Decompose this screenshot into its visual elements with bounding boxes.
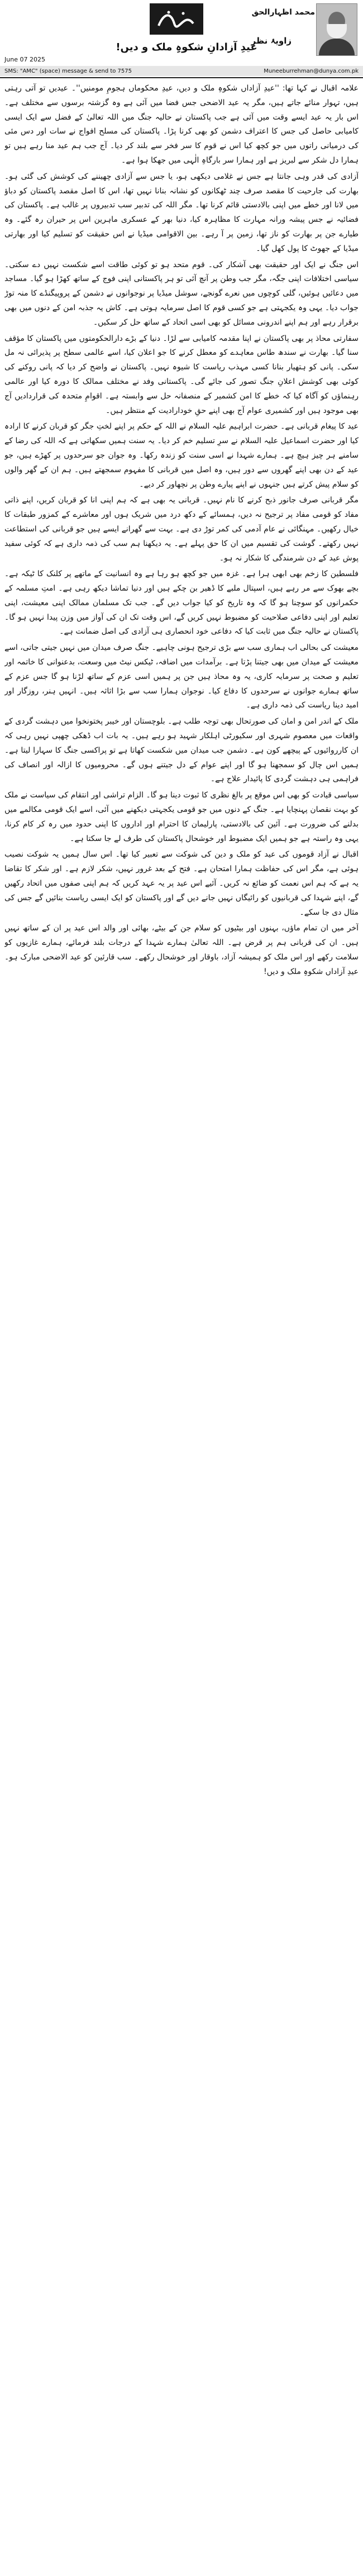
paragraph: فلسطین کا زخم بھی ابھی ہرا ہے۔ غزہ میں جو کچھ ہو رہا ہے وہ انسانیت کے ماتھے پر کلنک کا ٹیکہ ہے۔ بچے بھوک سے مر رہے ہیں، اسپتال ملبے کا ڈھیر بن چکے ہیں اور دنیا تماشا دیکھ رہی ہے۔ امتِ مسلمہ کے حکمرانوں کو سوچنا ہو گا کہ وہ تاریخ کو کیا جواب دیں گے۔ جب تک مسلمان ممالک اپنی معیشت، اپنی تعلیم اور اپنی دفاعی صلاحیت کو مضبوط نہیں کریں گے، اس وقت تک ان کی آواز میں وزن پیدا نہیں ہو گا۔ پاکستان نے حالیہ جنگ میں ثابت کیا کہ دفاعی خود انحصاری ہی آزادی کی اصل ضمانت ہے۔ — [4, 569, 359, 636]
column-title: عیدِ آزادانِ شکوہِ ملک و دیں! — [116, 41, 257, 53]
paragraph: اس جنگ نے ایک اور حقیقت بھی آشکار کی۔ قوم متحد ہو تو کوئی طاقت اسے شکست نہیں دے سکتی۔ سیاسی اختلافات اپنی جگہ، مگر جب وطن پر آنچ آئی تو ہر پاکستانی اپنی فوج کے ساتھ کھڑا ہو گیا۔ مساجد میں دعائیں ہوئیں، گلی کوچوں میں نعرے گونجے، سوشل میڈیا پر نوجوانوں نے دشمن کے پروپیگنڈے کا منہ توڑ جواب دیا۔ یہی وہ یکجہتی ہے جو کسی قوم کا اصل سرمایہ ہوتی ہے۔ کاش یہ جذبہ امن کے دنوں میں بھی برقرار رہے اور ہم اپنے اندرونی مسائل کو بھی اسی اتحاد کے ساتھ حل کر سکیں۔ — [4, 260, 359, 327]
paragraph: اقبال نے آزاد قوموں کی عید کو ملک و دین کی شوکت سے تعبیر کیا تھا۔ اس سال ہمیں یہ شوکت نصیب ہوئی ہے، مگر اس کی حفاظت ہمارا امتحان ہے۔ فتح کے بعد غرور نہیں، شکر لازم ہے۔ اور شکر کا تقاضا یہ ہے کہ ہم اس نعمت کو ضائع نہ کریں۔ آئیے اس عید پر یہ عہد کریں کہ ہم اپنی صفوں میں اتحاد رکھیں گے، اپنے شہدا کی قربانیوں کو رائیگاں نہیں جانے دیں گے اور پاکستان کو ایک ایسی ریاست بنائیں گے جس کی مثال دی جا سکے۔ — [4, 850, 359, 917]
publish-date: June 07 2025 — [4, 56, 45, 63]
email-address: Muneeburrehman@dunya.com.pk — [264, 68, 359, 74]
masthead — [0, 0, 363, 78]
author-portrait — [316, 3, 357, 56]
sms-info: SMS: "AMC" (space) message & send to 7575 — [4, 68, 132, 74]
column-body — [4, 82, 359, 2572]
paragraph: ملک کے اندر امن و امان کی صورتحال بھی توجہ طلب ہے۔ بلوچستان اور خیبر پختونخوا میں دہشت گردی کے واقعات میں معصوم شہری اور سکیورٹی اہلکار شہید ہو رہے ہیں۔ یہ بات اب ڈھکی چھپی نہیں رہی کہ ان کارروائیوں کے پیچھے کون ہے۔ دشمن جب میدان میں شکست کھاتا ہے تو پراکسی جنگ کا سہارا لیتا ہے۔ ہمیں اس چال کو سمجھنا ہو گا اور اپنے عوام کے دل جیتنے ہوں گے۔ محرومیوں کا ازالہ اور انصاف کی فراہمی ہی دہشت گردی کا پائیدار علاج ہے۔ — [4, 717, 359, 784]
paragraph: علامہ اقبال نے کہا تھا: ''عیدِ آزاداں شکوہِ ملک و دیں، عیدِ محکوماں ہجومِ مومنیں''۔ عیدیں تو آتی رہتی ہیں، تہوار منائے جاتے ہیں، مگر یہ عید الاضحی جس فضا میں آئی ہے وہ گزشتہ برسوں سے مختلف ہے۔ اس بار یہ عید ایسے وقت میں آئی ہے جب پاکستان نے حالیہ جنگ میں اللہ تعالیٰ کے فضل سے ایک ایسی کامیابی حاصل کی جس کا اعتراف دشمن کو بھی کرنا پڑا۔ پاکستان کی مسلح افواج نے سات اور دس مئی کی درمیانی راتوں میں جو کچھ کیا اس نے قوم کا سر فخر سے بلند کر دیا۔ آج جب ہم عید منا رہے ہیں تو ہمارا دل شکر سے لبریز ہے اور ہمارا سر بارگاہِ الٰہی میں جھکا ہوا ہے۔ — [4, 84, 359, 165]
paragraph: آزادی کی قدر وہی جانتا ہے جس نے غلامی دیکھی ہو، یا جس سے آزادی چھیننے کی کوشش کی گئی ہو۔ بھارت کی جارحیت کا مقصد صرف چند ٹھکانوں کو نشانہ بنانا نہیں تھا، اس کا اصل مقصد پاکستان کو دباؤ میں لانا اور خطے میں اپنی بالادستی قائم کرنا تھا۔ مگر اللہ کی تدبیر سب تدبیروں پر غالب ہے۔ پاکستان کی فضائیہ نے جس پیشہ ورانہ مہارت کا مظاہرہ کیا، دنیا بھر کے عسکری ماہرین اس پر حیران رہ گئے۔ وہ طیارے جن پر بھارت کو ناز تھا، زمین پر آ رہے۔ بین الاقوامی میڈیا نے اس حقیقت کو تسلیم کیا اور بھارتی میڈیا کے جھوٹ کا پول کھل گیا۔ — [4, 172, 359, 253]
paragraph: عید کا پیغام قربانی ہے۔ حضرت ابراہیم علیہ السلام نے اللہ کے حکم پر اپنے لختِ جگر کو قربان کرنے کا ارادہ کیا اور حضرت اسماعیل علیہ السلام نے سرِ تسلیم خم کر دیا۔ یہ سنت ہمیں سکھاتی ہے کہ اللہ کی رضا کے سامنے ہر چیز ہیچ ہے۔ ہمارے شہدا نے اسی سنت کو زندہ رکھا۔ وہ جوان جو سرحدوں پر کھڑے ہیں، جو عید کے دن بھی اپنے گھروں سے دور ہیں، وہ اصل میں قربانی کا مفہوم سمجھتے ہیں۔ ہم ان کے گھر والوں کو سلام پیش کرتے ہیں جنہوں نے اپنے پیارے وطن پر نچھاور کر دیے۔ — [4, 422, 359, 489]
newspaper-logo — [150, 3, 203, 35]
paragraph: مگر قربانی صرف جانور ذبح کرنے کا نام نہیں۔ قربانی یہ بھی ہے کہ ہم اپنی انا کو قربان کریں، اپنے ذاتی مفاد کو قومی مفاد پر ترجیح نہ دیں، ہمسائے کے دکھ درد میں شریک ہوں اور معاشرے کے کمزور طبقات کا خیال رکھیں۔ مہنگائی نے عام آدمی کی کمر توڑ دی ہے۔ بہت سے گھرانے ایسے ہیں جو قربانی کی استطاعت نہیں رکھتے۔ گوشت کی تقسیم میں ان کا حق پہلے ہے۔ یہ دیکھنا ہم سب کی ذمہ داری ہے کہ کوئی سفید پوش عید کے دن شرمندگی کا شکار نہ ہو۔ — [4, 496, 359, 563]
paragraph: معیشت کی بحالی اب ہماری سب سے بڑی ترجیح ہونی چاہیے۔ جنگ صرف میدان میں نہیں جیتی جاتی، اسے معیشت کے میدان میں بھی جیتنا پڑتا ہے۔ برآمدات میں اضافہ، ٹیکس نیٹ میں وسعت، بدعنوانی کا خاتمہ اور تعلیم و صحت پر سرمایہ کاری، یہ وہ محاذ ہیں جن پر ہمیں اسی عزم کے ساتھ لڑنا ہو گا جس عزم کے ساتھ ہمارے جوانوں نے سرحدوں کا دفاع کیا۔ نوجوان ہمارا سب سے بڑا اثاثہ ہیں۔ انہیں ہنر، روزگار اور امید دینا ریاست کی ذمہ داری ہے۔ — [4, 643, 359, 710]
column-label: زاویۂ نظر — [251, 36, 292, 46]
paragraph: آخر میں ان تمام ماؤں، بہنوں اور بیٹیوں کو سلام جن کے بیٹے، بھائی اور والد اس عید پر ان کے ساتھ نہیں ہیں۔ ان کی قربانی ہم پر قرض ہے۔ اللہ تعالیٰ ہمارے شہدا کے درجات بلند فرمائے، ہمارے غازیوں کو سلامت رکھے اور اس ملک کو ہمیشہ آزاد، باوقار اور خوشحال رکھے۔ سب قارئین کو عید الاضحی مبارک ہو۔ عیدِ آزاداں شکوہِ ملک و دیں! — [4, 924, 359, 976]
contact-bar — [0, 66, 363, 76]
paragraph: سیاسی قیادت کو بھی اس موقع پر بالغ نظری کا ثبوت دینا ہو گا۔ الزام تراشی اور انتقام کی سیاست نے ملک کو بہت نقصان پہنچایا ہے۔ جنگ کے دنوں میں جو قومی یکجہتی دیکھنے میں آئی، اسے ایک قومی مکالمے میں بدلنے کی ضرورت ہے۔ آئین کی بالادستی، پارلیمان کا احترام اور اداروں کا اپنی حدود میں رہ کر کام کرنا، یہی وہ راستہ ہے جو ہمیں ایک مضبوط اور خوشحال پاکستان کی طرف لے جا سکتا ہے۔ — [4, 791, 359, 843]
author-name: محمد اظہارالحق — [251, 8, 315, 17]
dunya-logo-icon — [154, 7, 199, 31]
paragraph: سفارتی محاذ پر بھی پاکستان نے اپنا مقدمہ کامیابی سے لڑا۔ دنیا کے بڑے دارالحکومتوں میں پاکستان کا مؤقف سنا گیا۔ بھارت نے سندھ طاس معاہدے کو معطل کرنے کا جو اعلان کیا، اسے عالمی سطح پر پذیرائی نہ مل سکی۔ پانی کو ہتھیار بنانا کسی مہذب ریاست کا شیوہ نہیں۔ پاکستان نے واضح کر دیا کہ پانی روکنے کی کوئی بھی کوشش اعلانِ جنگ تصور کی جائے گی۔ پاکستانی وفد نے مختلف ممالک کا دورہ کیا اور عالمی رہنماؤں کو آگاہ کیا کہ خطے کا امن کشمیر کے منصفانہ حل سے وابستہ ہے۔ اقوامِ متحدہ کی قراردادیں آج بھی موجود ہیں اور کشمیری عوام آج بھی اپنے حقِ خودارادیت کے منتظر ہیں۔ — [4, 334, 359, 415]
